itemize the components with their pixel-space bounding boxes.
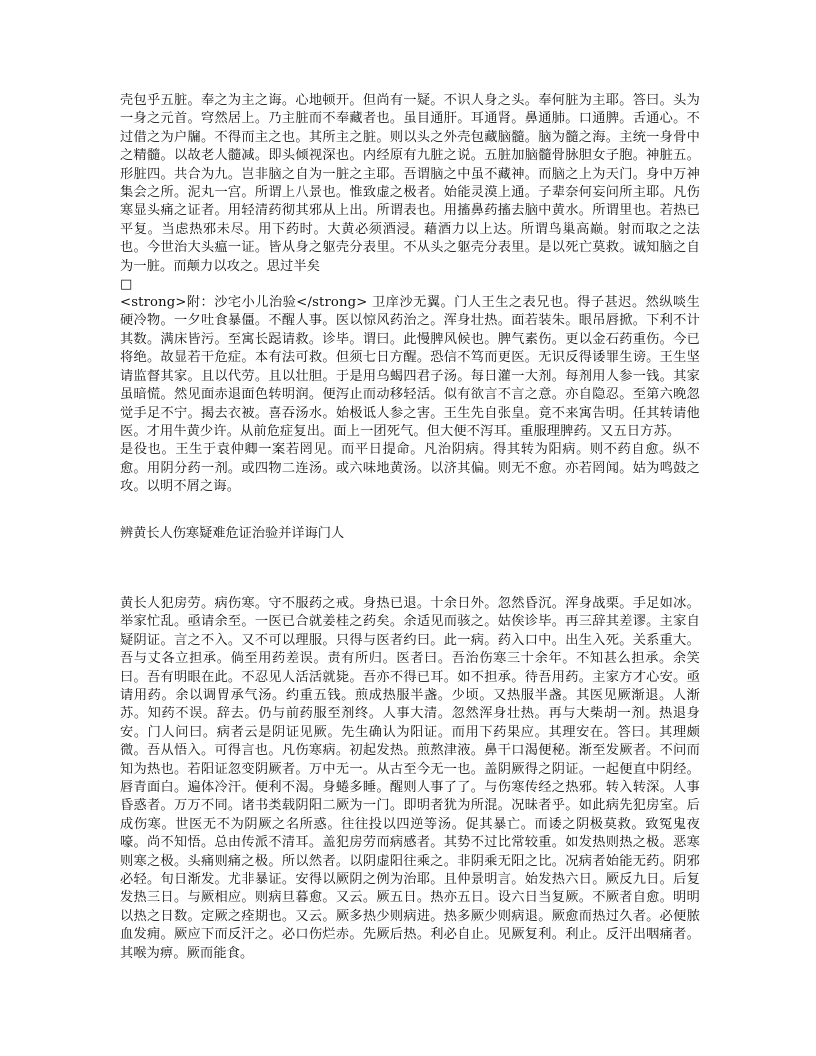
paragraph-huang-case: 黄长人犯房劳。病伤寒。守不服药之戒。身热已退。十余日外。忽然昏沉。浑身战栗。手足如冰。举家忙乱。亟请余至。一医已合就姜桂之药矣。余适见而骇之。姑俟诊毕。再三辞其差谬。主家自疑阴证。言之不入。又不可以理服。只得与医者约曰。此一病。药入口中。出生入死。关系重大。吾与丈各立担承。倘至用药差误。责有所归。医者曰。吾治伤寒三十余年。不知甚么担承。余笑曰。吾有明眼在此。不忍见人活活就毙。吾亦不得已耳。如不担承。待吾用药。主家方才心安。亟请用药。余以调胃承气汤。约重五钱。煎成热服半盏。少顷。又热服半盏。其医见厥渐退。人渐苏。知药不误。辞去。仍与前药服至剂终。人事大清。忽然浑身壮热。再与大柴胡一剂。热退身安。门人问曰。病者云是阴证见厥。先生确认为阳证。而用下药果应。其理安在。答曰。其理颇微。吾从悟入。可得言也。凡伤寒病。初起发热。煎熬津液。鼻干口渴便秘。渐至发厥者。不问而知为热也。若阳证忽变阴厥者。万中无一。从古至今无一也。盖阴厥得之阴证。一起便直中阴经。唇青面白。遍体冷汗。便利不渴。身蜷多睡。醒则人事了了。与伤寒传经之热邪。转入转深。人事昏惑者。万万不同。诸书类载阴阳二厥为一门。即明者犹为所混。况昧者乎。如此病先犯房室。后成伤寒。世医无不为阴厥之名所惑。往往投以四逆等汤。促其暴亡。而诿之阴极莫救。致冤鬼夜嚎。尚不知悟。总由传派不清耳。盖犯房劳而病感者。其势不过比常较重。如发热则热之极。恶寒则寒之极。头痛则痛之极。所以然者。以阴虚阳往乘之。非阴乘无阳之比。况病者始能无药。阴邪必轻。旬日渐发。尤非暴证。安得以厥阴之例为治耶。且仲景明言。始发热六日。厥反九日。后复发热三日。与厥相应。则病旦暮愈。又云。厥五日。热亦五日。设六日当复厥。不厥者自愈。明明以热之日数。定厥之痊期也。又云。厥多热少则病进。热多厥少则病退。厥愈而热过久者。必便脓血发痈。厥应下而反汗之。必口伤烂赤。先厥后热。利必自止。见厥复利。利止。反汗出咽痛者。其喉为痹。厥而能食。	[120, 595, 700, 961]
section-heading: 辨黄长人伤寒疑难危证治验并详诲门人	[120, 525, 345, 541]
paragraph-brain-discussion: 壳包乎五脏。奉之为主之诲。心地顿开。但尚有一疑。不识人身之头。奉何脏为主耶。答曰。头为一身之元首。穹然居上。乃主脏而不奉藏者也。虽目通肝。耳通肾。鼻通肺。口通脾。舌通心。不过借之为户牖。不得而主之也。其所主之脏。则以头之外壳包藏脑髓。脑为髓之海。主统一身骨中之精髓。以故老人髓减。即头倾视深也。内经原有九脏之说。五脏加脑髓骨脉胆女子胞。神脏五。形脏四。共合为九。岂非脑之自为一脏之主耶。吾谓脑之中虽不藏神。而脑之上为天门。身中万神集会之所。泥丸一宫。所谓上八景也。惟致虚之极者。始能灵漠上通。子辈奈何妄问所主耶。凡伤寒显头痛之证者。用轻清药彻其邪从上出。所谓表也。用搐鼻药搐去脑中黄水。所谓里也。若热已平复。当虑热邪未尽。用下药时。大黄必须酒浸。藉酒力以上达。所谓鸟巢高巅。射而取之之法也。今世治大头瘟一证。皆从身之躯壳分表里。不从头之躯壳分表里。是以死亡莫救。诚知脑之自为一脏。而颠力以攻之。思过半矣	[120, 93, 700, 274]
paragraph-commentary: 是役也。王生于袁仲卿一案若罔见。而平日提命。凡治阴病。得其转为阳病。则不药自愈。纵不愈。用阴分药一剂。或四物二连汤。或六味地黄汤。以济其偏。则无不愈。亦若罔闻。姑为鸣鼓之攻。以明不屑之诲。	[120, 442, 700, 495]
placeholder-box-glyph: □	[120, 277, 133, 293]
paragraph-sha-child-case: <strong>附：沙宅小儿治验</strong> 卫庠沙无翼。门人王生之表兄也。得子甚迟。然纵啖生硬冷物。一夕吐食暴僵。不醒人事。医以惊风药治之。浑身壮热。面若装朱。眼吊唇掀。下利不计其数。满床皆污。至寓长跽请救。诊毕。谓曰。此慢脾风候也。脾气素伤。更以金石药重伤。今已将绝。故显若干危症。本有法可救。但须七日方醒。恐信不笃而更医。无识反得诿罪生谤。王生坚请监督其家。且以代劳。且以壮胆。于是用乌蝎四君子汤。每日灌一大剂。每剂用人参一钱。其家虽暗慌。然见面赤退面色转明润。便泻止而动移轻活。似有欲言不言之意。亦自隐忍。至第六晚忽觉手足不宁。揭去衣被。喜吞汤水。始极诋人参之害。王生先自张皇。竟不来寓告明。任其转请他医。才用牛黄少许。从前危症复出。面上一团死气。但大便不泻耳。重服理脾药。又五日方苏。	[120, 295, 700, 439]
document-page	[120, 92, 700, 963]
